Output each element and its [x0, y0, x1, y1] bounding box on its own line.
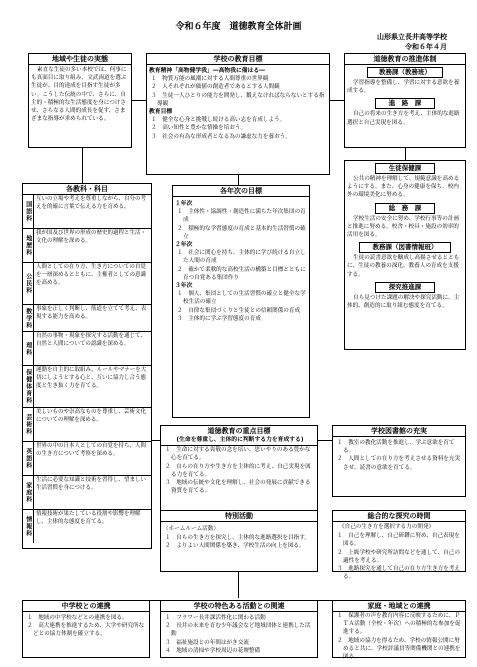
system-column-box: [344, 160, 466, 350]
grade-item: １ 社会に関心を持ち、主体的に学び続ける自立した人間の育成: [177, 250, 306, 265]
library-item: ２ 人間としての在り方を考えさせる資料を充実させ、読書の意欲を育てる。: [337, 456, 461, 471]
subject-row: [23, 305, 151, 332]
subjects-box: [22, 183, 152, 549]
middle-school-box: [22, 600, 150, 658]
local-situation-text: 素直な生徒の多い本校では、何事にも真面目に取り組み、文武両道を選ぶ生徒が、目的達成を目指す生徒が多い。こうした伝統の中で、さらに、自主的・積極的な生活態度を身につけさせ、さらなる人間的成長を促す、さまざまな指導が求められている。: [31, 67, 127, 123]
grade-item: １ 個人、集団としての生活習慣の確立と健全な学校生活の確立: [177, 291, 306, 306]
system-dept-text: 生徒の読書意欲を醸成し高揚させるとともに、生徒の教養の深化、教養人の育成を支援する。: [347, 255, 460, 278]
subject-name: 理科: [23, 332, 34, 365]
subject-text: 事象を正しく判断し、筋道を立てて考え、表現する能力を高める。: [36, 306, 147, 320]
subject-text: 互いの立場や考えを尊重しながら、自分の考えを的確に言葉で伝える力を育める。: [36, 196, 147, 210]
subject-row: [23, 263, 151, 305]
system-dept-name: 進 路 課: [375, 98, 435, 109]
grade-label: ３年次: [175, 283, 193, 290]
subject-text: 自然の事物・現象を探究する活動を通じて、自然と人間についての認識を深める。: [36, 333, 146, 347]
subject-row: [23, 442, 151, 476]
grade-item: １ 主体性・協調性・創造性に満ちた年次集団の育成: [177, 209, 306, 224]
grade-goals-box: [172, 185, 310, 418]
grade-item: ２ 積極的な学習態度の育成と基本的生活習慣の確立: [177, 225, 306, 240]
community-item: １ 保護者の声を教育内容に反映するために、ＰＴＡ活動（全校・年次）への積極的な参加を促進する。: [337, 613, 461, 636]
inquiry-sub: 《自己の生き方を選択する力の開発》: [339, 524, 435, 530]
focus-goals-header: 道徳教育の重点目標: [207, 427, 271, 435]
subject-text: 情報技術が果たしている役割や影響を理解し、主体的な態度を育てる。: [36, 511, 141, 525]
grade-label: １年次: [175, 201, 193, 207]
policy-item: １ 物質万能の風潮に対する人間尊重の世界観: [151, 76, 269, 83]
subject-text: 生活に必要な知識と技術を習得し、望ましい生活習慣を身につける。: [36, 477, 147, 491]
subject-name: 英語科: [23, 442, 34, 475]
system-dept-name: 教務課（図書情報班）: [359, 242, 451, 253]
featured-activities-header: 学校の特色ある活動との関連: [161, 601, 317, 612]
system-dept-text: 公共の精神を理解して、規範意識を高めるようにする。また、心身の健康を保ち、校内外の環境美化に努める。: [347, 176, 460, 199]
subject-name: 芸術科: [23, 408, 34, 441]
subject-text: 運動を自主的に取組み、ルールやマナーを大切にしようとする心と、互いに協力し合う態度と生き抜く力を育てる。: [36, 367, 147, 389]
focus-goals-box: [160, 425, 318, 515]
focus-item: ２ 自らの在り方や生き方を主体的に考え、自己実現を図る力を育てる。: [165, 463, 311, 478]
subject-name: 情報科: [23, 510, 34, 543]
middle-item: １ 地域の中学校などとの連携を図る。: [27, 615, 128, 621]
system-dept-text: 自己の将来の生き方を考え、主体的な進路選択と自己実現を図る。: [347, 111, 460, 126]
grade-goals-header: 各年次の目標: [173, 186, 309, 197]
subjects-header: 各教科・科目: [23, 184, 151, 195]
school-goals-header: 学校の教育目標: [147, 54, 329, 65]
community-box: [332, 600, 466, 661]
inquiry-item: １ 自己を理解し、自己研鑽に努め、自己表現を図る。: [337, 533, 460, 548]
grade-item: ２ 自律な集団づくりと生徒との信頼関係の育成: [177, 307, 301, 314]
community-item: ２ 地域の協力を得るため、学校の情報公開に努めると共に、学校評議員等関係機関との連携を図る。: [337, 637, 461, 661]
special-activities-sub: （ホームルーム活動）: [163, 526, 219, 532]
system-dept-name: 教務課（教務班）: [367, 67, 443, 78]
school-goals-box: [146, 53, 330, 175]
focus-item: １ 生命に対する畏敬の念を培い、思いやりのある豊かな心を育てる。: [165, 447, 311, 462]
subject-text: 美しいものや崇高なものを尊重し、芸術文化についての理解を深める。: [36, 409, 147, 423]
community-header: 家庭・地域との連携: [333, 601, 465, 612]
system-dept-text: 学校生活の安全に努め、学校行事等の計画と推進に努める。校舎・校具・施設の効率的活用を図る。: [347, 215, 460, 239]
special-activities-header: 特別活動: [161, 511, 317, 522]
subject-name: 国語科: [23, 195, 34, 228]
subject-row: [23, 195, 151, 229]
edu-goal-item: ２ 高い知性と豊かな情操を培おう。: [151, 125, 247, 132]
library-box: [332, 425, 466, 497]
subject-name: 家庭科: [23, 476, 34, 509]
edu-goal-label: 教育目標: [149, 109, 173, 116]
focus-goals-subheader: (生命を尊重し、主体的に判断する力を育成する): [161, 436, 317, 446]
special-activities-box: [160, 510, 318, 572]
subject-row: [23, 332, 151, 366]
inquiry-item: ２ 上級学校や研究所訪問などを通して、自己の適性を考える。: [337, 549, 460, 564]
featured-item: １ フラワー長井課活性化に関わる活動: [165, 615, 266, 621]
inquiry-box: [332, 510, 466, 581]
featured-item: ３ 福祉施設との年間はがき交流: [165, 639, 249, 646]
featured-item: ２ 長井の未来を育む少年議会など地域団体と連携した活動: [165, 623, 311, 638]
school-name: 山形県立長井高等学校: [377, 33, 447, 41]
subject-row: [23, 229, 151, 263]
middle-item: ２ 高大連携を推進するため、大学や研究所などとの協力体制を確立する。: [27, 623, 145, 638]
local-situation-header: 地域や生徒の実態: [29, 54, 131, 65]
subject-name: 数学科: [23, 305, 34, 331]
subject-row: [23, 366, 151, 408]
grade-item: ２ 確かで柔軟的な高校生活の構築と目標とともに育つ自覚ある集団作り: [177, 266, 306, 281]
policy-label: 教育精神「高物健学我」―高物我に備はる―: [149, 68, 265, 74]
featured-item: ４ 地域の清掃や学校周辺の花壇整備: [165, 647, 261, 654]
system-dept-text: 学習指導を整備し、学習に対する意欲を養成する。: [347, 80, 460, 95]
grade-label: ２年次: [175, 242, 193, 249]
system-dept-name: 生徒保健課: [375, 163, 435, 174]
subject-name: 保健体育科: [23, 366, 34, 407]
promotion-system-header: 道徳教育の推進体制: [345, 54, 465, 65]
system-dept-name: 総 務 課: [375, 203, 435, 214]
focus-item: ３ 地域の伝統や文化を理解し、社会の発展に貢献できる資質を育てる。: [165, 480, 311, 495]
special-item: １ 自らの生き方を探究し、主体的な進路選択を目指す。: [165, 535, 310, 542]
subject-row: [23, 408, 151, 442]
library-header: 学校図書館の充実: [333, 426, 465, 437]
edu-goal-item: １ 健全な心身と挑戦し続ける高い志を育成しよう。: [151, 117, 286, 124]
policy-item: ３ 生徒一人ひとりの能力を開発し、鍛えなければならないとする指導観: [151, 92, 325, 107]
subject-row: [23, 476, 151, 510]
inquiry-item: ３ 進路探究を通して自己の在り方生き方を考える。: [337, 566, 461, 581]
page-title: 令和６年度 道徳教育全体計画: [175, 22, 302, 32]
subject-text: 世界の中の日本人としての自覚を持ち、人間の生き方について考察を深める。: [36, 443, 147, 457]
inquiry-header: 総合的な探究の時間: [333, 511, 465, 522]
edu-goal-item: ３ 社会の有為な形成者となる為の謙虚な力を養おう。: [151, 133, 291, 140]
promotion-system-box: [344, 53, 466, 148]
system-dept-name: 探究推進課: [375, 282, 435, 293]
document-date: 令和６年４月: [405, 43, 447, 51]
featured-activities-box: [160, 600, 318, 658]
local-situation-box: [28, 53, 132, 148]
subject-row: [23, 510, 151, 543]
subject-text: 人間としての在り方、生き方についての自覚を一層深めるとともに、主権者としての意識を高める。: [36, 264, 147, 286]
subject-name: 地歴科: [23, 229, 34, 262]
middle-school-header: 中学校との連携: [23, 601, 149, 612]
system-dept-text: 自ら見つけた課題の解決や探究活動に、主体的、創造的に取り組む態度を育てる。: [347, 294, 460, 310]
subject-text: 我が国及び世界の形成の歴史的過程と生活・文化の理解を深める。: [36, 230, 147, 244]
subject-name: 公民科: [23, 263, 34, 304]
grade-item: ３ 主体的に学ぶ学習態度の育成: [177, 315, 261, 322]
special-item: ２ よりよい人間関係を築き、学校生活の向上を図る。: [165, 543, 305, 550]
library-item: １ 教室の教化活動を推進し、学ぶ意欲を育てる。: [337, 440, 455, 455]
policy-item: ２ 人それぞれが価値の創造者であるとする人間観: [151, 84, 280, 91]
